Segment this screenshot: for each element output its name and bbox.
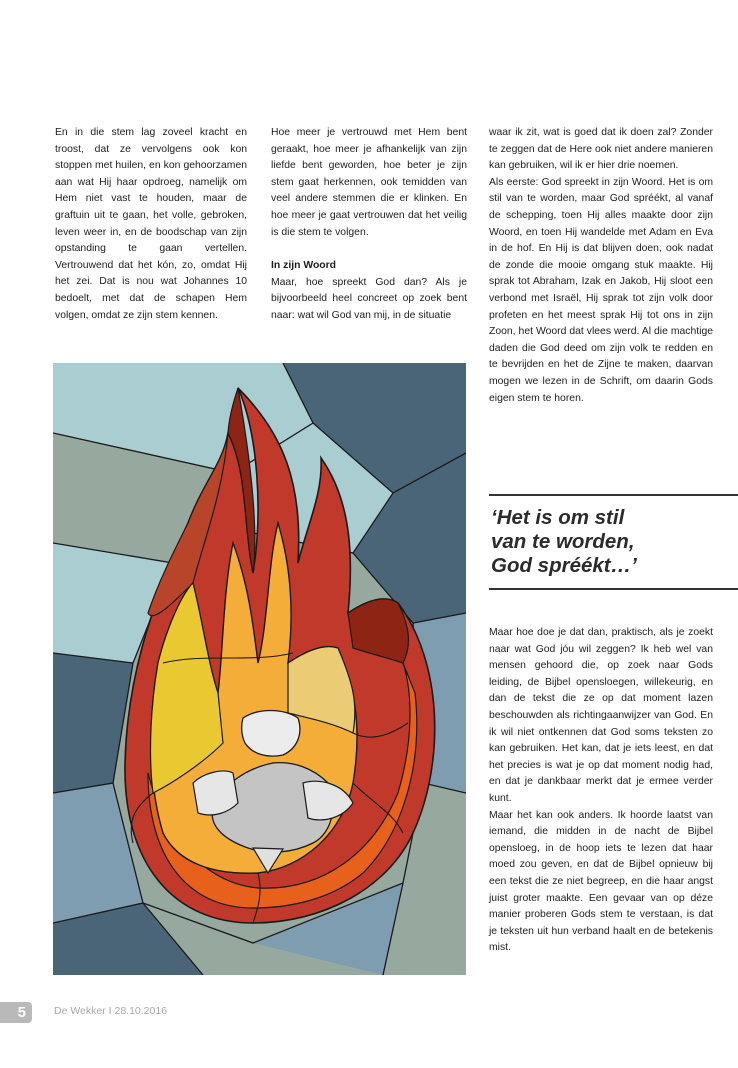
publication-footer: De Wekker I 28.10.2016 xyxy=(54,1005,168,1017)
pullquote-line: ‘Het is om stil xyxy=(491,506,625,529)
text-column-1 xyxy=(55,125,247,324)
paragraph: En in die stem lag zoveel kracht en troost, dat ze vervolgens ook kon stoppen met huilen, en kon gehoorzamen aan wat Hij haar opdroeg, namelijk om Hem niet vast te houden, maar de graftuin uit te gaan, het volle, gebroken, leven weer in, en de boodschap van zijn opstanding te gaan vertellen. Vertrouwend dat het kón, zo, omdat Hij het zei. Dat is nou wat Johannes 10 bedoelt, met dat de schapen Hem volgen, omdat ze zijn stem kennen. xyxy=(55,127,247,321)
paragraph: Maar het kan ook anders. Ik hoorde laatst van iemand, die midden in de nacht de Bijbel opensloeg, in de hoop iets te lezen dat haar moed zou geven, en dat de Bijbel opnieuw bij een tekst die ze niet begreep, en die haar angst juist groter maakte. Een gevaar van op déze manier proberen Gods stem te verstaan, is dat je teksten uit hun verband haalt en de betekenis mist. xyxy=(489,809,713,954)
paragraph: Maar hoe doe je dat dan, praktisch, als je zoekt naar wat God jóu wil zeggen? Ik heb wel van mensen gehoord die, op zoek naar Gods leiding, de Bijbel opensloegen, willekeurig, en dan de tekst die ze op dat moment lazen beschouwden als richtingaanwijzer van God. En ik wil niet ontkennen dat God soms teksten zo kan gebruiken. Het kan, dat je iets leest, en dat het precies is wat je op dat moment nodig had, en dat je dankbaar merkt dat je ermee verder kunt. xyxy=(489,627,713,804)
pullquote-line: van te worden, xyxy=(491,530,635,553)
pullquote-bottom-rule xyxy=(489,588,738,590)
text-column-3 xyxy=(489,125,713,407)
paragraph: Maar, hoe spreekt God dan? Als je bijvoorbeeld heel concreet op zoek bent naar: wat wil God van mij, in de situatie xyxy=(271,276,467,321)
text-column-3-continued xyxy=(489,625,713,957)
paragraph: Als eerste: God spreekt in zijn Woord. Het is om stil van te worden, maar God spréékt, al vanaf de schepping, toen Hij alles maakte door zijn Woord, en toen Hij wandelde met Adam en Eva in de hof. En Hij is dat blijven doen, ook nadat de zonde die mooie omgang stuk maakte. Hij sprak tot Abraham, Izak en Jakob, Hij sloot een verbond met Israël, Hij sprak tot zijn volk door profeten en het meest sprak Hij tot ons in zijn Zoon, het Woord dat vlees werd. Al die machtige daden die God deed om zijn volk te redden en te bevrijden en het de Zijne te maken, daarvan mogen we lezen in de Schrift, om daarin Gods eigen stem te horen. xyxy=(489,176,713,404)
paragraph: Hoe meer je vertrouwd met Hem bent geraakt, hoe meer je afhankelijk van zijn liefde bent geworden, hoe beter je zijn stem gaat herkennen, ook temidden van veel andere stemmen die er klinken. En hoe meer je gaat vertrouwen dat het veilig is die stem te volgen. xyxy=(271,127,467,238)
page-number-tab: 5 xyxy=(0,1002,32,1023)
pullquote-line: God spréékt…’ xyxy=(491,554,637,577)
dove-wing xyxy=(193,771,238,815)
stained-glass-flame-dove-illustration xyxy=(53,363,466,975)
dove-head xyxy=(242,711,300,757)
pullquote xyxy=(491,506,731,578)
paragraph: waar ik zit, wat is goed dat ik doen zal? Zonder te zeggen dat de Here ook niet andere manieren kan gebruiken, wil ik er hier drie noemen. xyxy=(489,127,713,172)
text-column-2 xyxy=(271,125,467,325)
pullquote-top-rule xyxy=(489,494,738,496)
section-heading: In zijn Woord xyxy=(271,260,337,272)
